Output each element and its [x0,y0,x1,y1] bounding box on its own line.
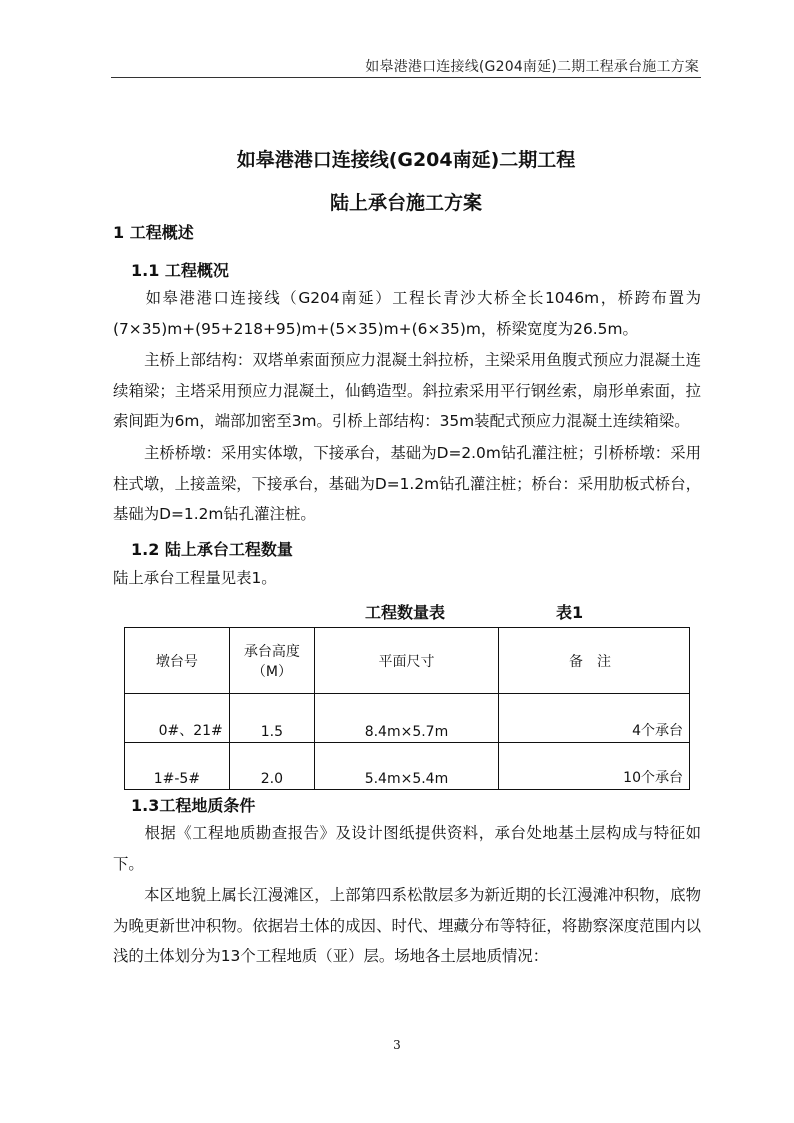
table-row [125,694,690,743]
cell-height: 2.0 [229,743,314,790]
cell-height: 1.5 [229,694,314,743]
section-heading-1-2: 1.2 陆上承台工程数量 [131,540,293,559]
paragraph-piers [113,438,701,530]
paragraph-text: 本区地貌上属长江漫滩区，上部第四系松散层多为新近期的长江漫滩冲积物，底物为晚更新世冲积物。依据岩土体的成因、时代、埋藏分布等特征，将勘察深度范围内以浅的土体划分为13个工程地质（亚）层。场地各土层地质情况： [113,886,701,965]
cell-pier: 1#-5# [125,743,230,790]
paragraph-text: 陆上承台工程量见表1。 [113,569,277,587]
header-rule [111,77,701,78]
paragraph-project-overview [113,283,701,344]
cell-remarks: 10个承台 [498,743,689,790]
table-header-row [125,628,690,694]
paragraph-text: 根据《工程地质勘查报告》及设计图纸提供资料，承台处地基土层构成与特征如下。 [113,824,701,873]
section-heading-1-3: 1.3工程地质条件 [131,796,256,815]
table-row [125,743,690,790]
table-caption: 工程数量表 [365,603,446,622]
header-cell-pier: 墩台号 [125,628,230,694]
header-cell-remarks: 备 注 [498,628,689,694]
document-title: 如皋港港口连接线(G204南延)二期工程 [236,149,576,171]
section-heading-1-1: 1.1 工程概况 [131,261,229,280]
cell-size: 8.4m×5.7m [315,694,499,743]
paragraph-table-ref [113,563,701,594]
table-number: 表1 [556,603,584,622]
paragraph-geology-layers [113,880,701,972]
paragraph-main-bridge-structure [113,345,701,437]
cell-size: 5.4m×5.4m [315,743,499,790]
header-cell-height: 承台高度（M） [229,628,314,694]
cell-remarks: 4个承台 [498,694,689,743]
quantity-table [124,627,690,790]
cell-pier: 0#、21# [125,694,230,743]
paragraph-geology-source [113,818,701,879]
header-cell-size: 平面尺寸 [315,628,499,694]
paragraph-text: 主桥上部结构：双塔单索面预应力混凝土斜拉桥，主梁采用鱼腹式预应力混凝土连续箱梁；主塔采用预应力混凝土，仙鹤造型。斜拉索采用平行钢丝索，扇形单索面，拉索间距为6m，端部加密至3m。引桥上部结构：35m装配式预应力混凝土连续箱梁。 [113,351,701,430]
paragraph-text: 如皋港港口连接线（G204南延）工程长青沙大桥全长1046m，桥跨布置为(7×35)m+(95+218+95)m+(5×35)m+(6×35)m，桥梁宽度为26.5m。 [113,289,701,338]
page-number: 3 [393,1038,401,1052]
section-heading-1: 1 工程概述 [113,223,194,242]
paragraph-text: 主桥桥墩：采用实体墩，下接承台，基础为D=2.0m钻孔灌注桩；引桥桥墩：采用柱式墩，上接盖梁，下接承台，基础为D=1.2m钻孔灌注桩；桥台：采用肋板式桥台，基础为D=1.2m钻孔灌注桩。 [113,444,701,523]
running-header: 如皋港港口连接线(G204南延)二期工程承台施工方案 [365,59,699,75]
document-subtitle: 陆上承台施工方案 [329,192,482,214]
